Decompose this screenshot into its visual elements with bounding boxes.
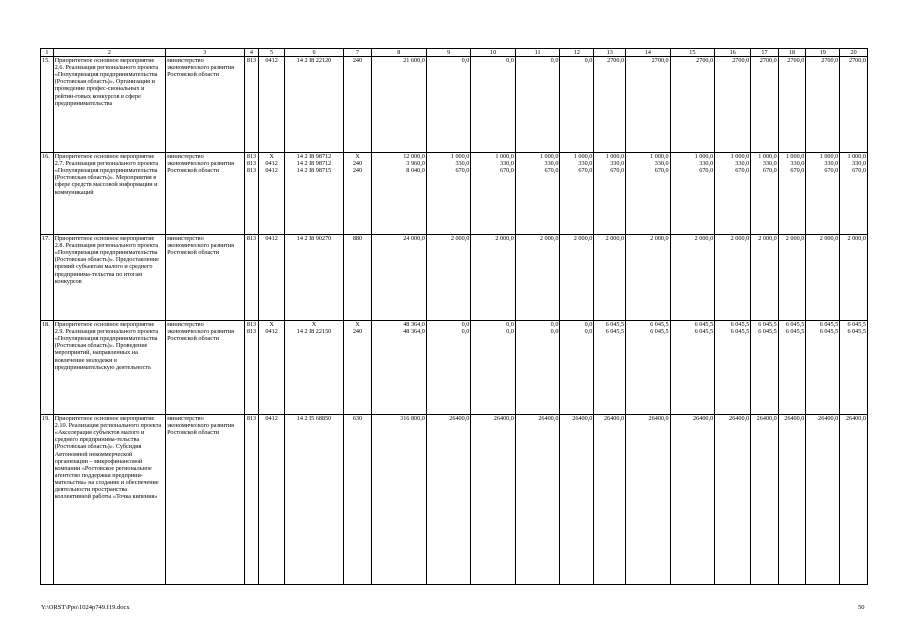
value-cell (515, 153, 560, 235)
value-cell (259, 415, 284, 585)
cell-value: 0,0 (584, 328, 593, 336)
cell-value: 630 (352, 415, 363, 423)
table-row (41, 415, 868, 585)
responsible-executor: министерство экономического развития Ростовской области (166, 321, 244, 415)
table-row (41, 235, 868, 321)
value-cell (670, 321, 715, 415)
column-header: 11 (515, 49, 560, 57)
cell-value: 2 000,0 (539, 235, 559, 243)
cell-value: 6 045,5 (730, 328, 750, 336)
value-cell (515, 57, 560, 153)
measure-description: Приоритетное основное мероприятие 2.10. Реализация регионального проекта «Акселерация субъектов малого и среднего предпринима-тельства (Ростовская область)». Субсидия Автономной некоммерческой организации – микрофинансовой компании «Ростовское региональное агентство поддержки предприни-мательства» на создание и обеспечение деятельности пространства коллективной работы «Точка кипения» (53, 415, 165, 585)
cell-value: X (311, 321, 317, 329)
cell-value: 6 045,5 (847, 328, 866, 336)
cell-value: 0412 (265, 235, 278, 243)
file-path: Y:\ORST\Ppo\1024p749.f19.docx (41, 604, 130, 611)
value-cell (244, 321, 259, 415)
cell-value: 240 (352, 167, 363, 175)
cell-value: 330,0 (544, 160, 559, 168)
cell-value: 8 040,0 (406, 167, 425, 175)
cell-value: 0412 (265, 415, 278, 423)
value-cell (626, 415, 671, 585)
cell-value: 1 000,0 (650, 153, 669, 161)
cell-value: 240 (352, 57, 363, 65)
cell-value: 670,0 (699, 167, 714, 175)
value-cell (715, 415, 751, 585)
cell-value: 0,0 (550, 57, 559, 65)
value-cell (371, 321, 426, 415)
cell-value: 26400,0 (818, 415, 839, 423)
cell-value: 0,0 (461, 57, 470, 65)
value-cell (371, 57, 426, 153)
value-cell (751, 57, 779, 153)
column-header: 5 (259, 49, 284, 57)
cell-value: 24 000,0 (403, 235, 425, 243)
value-cell (259, 321, 284, 415)
value-cell (471, 235, 516, 321)
cell-value: 330,0 (762, 160, 777, 168)
value-cell (515, 321, 560, 415)
cell-value: 1 000,0 (785, 153, 805, 161)
column-header: 17 (751, 49, 779, 57)
cell-value: 813 (246, 167, 257, 175)
value-cell (259, 235, 284, 321)
cell-value: 0,0 (506, 57, 514, 65)
cell-value: X (269, 153, 274, 161)
responsible-executor: министерство экономического развития Ростовской области (166, 235, 244, 321)
value-cell (471, 57, 516, 153)
value-cell (840, 235, 868, 321)
cell-value: 0412 (265, 167, 278, 175)
cell-value: 670,0 (654, 167, 669, 175)
cell-value: 14 2 I5 68850 (296, 415, 332, 423)
value-cell (344, 321, 372, 415)
cell-value: 0,0 (550, 321, 559, 329)
cell-value: 670,0 (824, 167, 839, 175)
value-cell (371, 235, 426, 321)
cell-value: 21 600,0 (403, 57, 425, 65)
cell-value: 0,0 (550, 328, 559, 336)
cell-value: 48 364,0 (403, 321, 425, 329)
value-cell (594, 321, 626, 415)
measure-description: Приоритетное основное мероприятие 2.7. Реализация регионального проекта «Популяризация предпринимательства (Ростовская область)». Мероприятия в сфере средств массовой информации и коммуникаций (53, 153, 165, 235)
cell-value: 813 (246, 160, 257, 168)
value-cell (778, 235, 806, 321)
cell-value: 0,0 (506, 328, 514, 336)
row-number: 18. (41, 321, 54, 415)
cell-value: 2 000,0 (758, 235, 777, 243)
header-row (41, 49, 868, 57)
column-header: 13 (594, 49, 626, 57)
cell-value: 6 045,5 (819, 328, 839, 336)
cell-value: X (355, 321, 360, 329)
value-cell (840, 321, 868, 415)
cell-value: 6 045,5 (785, 328, 805, 336)
cell-value: 14 2 I8 98715 (296, 167, 332, 175)
value-cell (715, 321, 751, 415)
cell-value: 670,0 (499, 167, 514, 175)
cell-value: 14 2 I8 22150 (296, 328, 332, 336)
value-cell (284, 321, 343, 415)
table-row (41, 153, 868, 235)
measure-description: Приоритетное основное мероприятие 2.9. Реализация регионального проекта «Популяризация предпринимательства (Ростовская область)». Проведение мероприятий, направленных на вовлечение молодежи в предпринимательскую деятельность (53, 321, 165, 415)
column-header: 20 (840, 49, 868, 57)
value-cell (626, 235, 671, 321)
cell-value: X (355, 153, 360, 161)
cell-value: 1 000,0 (495, 153, 514, 161)
column-header: 8 (371, 49, 426, 57)
value-cell (471, 153, 516, 235)
value-cell (626, 153, 671, 235)
value-cell (371, 415, 426, 585)
cell-value: 2 000,0 (650, 235, 669, 243)
value-cell (670, 235, 715, 321)
value-cell (751, 153, 779, 235)
column-header: 14 (626, 49, 671, 57)
cell-value: 330,0 (654, 160, 669, 168)
cell-value: 6 045,5 (819, 321, 839, 329)
cell-value: 1 000,0 (539, 153, 559, 161)
cell-value: 880 (352, 235, 363, 243)
cell-value: 670,0 (790, 167, 805, 175)
value-cell (259, 57, 284, 153)
cell-value: 2700,0 (607, 57, 625, 65)
value-cell (751, 415, 779, 585)
value-cell (840, 57, 868, 153)
value-cell (515, 415, 560, 585)
cell-value: 2 000,0 (694, 235, 714, 243)
value-cell (594, 235, 626, 321)
budget-table (40, 48, 868, 585)
cell-value: 26400,0 (493, 415, 514, 423)
value-cell (670, 153, 715, 235)
cell-value: 670,0 (578, 167, 593, 175)
cell-value: 6 045,5 (605, 328, 625, 336)
cell-value: 6 045,5 (605, 321, 625, 329)
cell-value: 813 (246, 153, 257, 161)
cell-value: 6 045,5 (730, 321, 750, 329)
row-number: 15. (41, 57, 54, 153)
value-cell (344, 415, 372, 585)
value-cell (244, 57, 259, 153)
cell-value: 1 000,0 (819, 153, 839, 161)
value-cell (840, 415, 868, 585)
cell-value: 813 (246, 415, 257, 423)
column-header: 16 (715, 49, 751, 57)
value-cell (806, 153, 840, 235)
cell-value: 0,0 (461, 321, 470, 329)
value-cell (284, 57, 343, 153)
value-cell (806, 235, 840, 321)
cell-value: 2700,0 (651, 57, 669, 65)
cell-value: 1 000,0 (450, 153, 470, 161)
cell-value: 26400,0 (729, 415, 750, 423)
cell-value: 3 960,0 (406, 160, 425, 168)
cell-value: 6 045,5 (785, 321, 805, 329)
cell-value: 2 000,0 (730, 235, 750, 243)
cell-value: 1 000,0 (730, 153, 750, 161)
cell-value: 670,0 (735, 167, 750, 175)
column-header: 10 (471, 49, 516, 57)
value-cell (284, 415, 343, 585)
value-cell (670, 57, 715, 153)
column-header: 6 (284, 49, 343, 57)
value-cell (715, 235, 751, 321)
value-cell (715, 57, 751, 153)
cell-value: 330,0 (455, 160, 470, 168)
value-cell (284, 153, 343, 235)
value-cell (560, 235, 594, 321)
cell-value: 2700,0 (759, 57, 777, 65)
cell-value: 12 000,0 (403, 153, 425, 161)
cell-value: 26400,0 (756, 415, 777, 423)
value-cell (471, 415, 516, 585)
cell-value: 813 (246, 328, 257, 336)
cell-value: 6 045,5 (650, 328, 669, 336)
value-cell (778, 321, 806, 415)
cell-value: 330,0 (610, 160, 625, 168)
cell-value: 316 800,0 (400, 415, 425, 423)
cell-value: 2 000,0 (450, 235, 470, 243)
measure-description: Приоритетное основное мероприятие 2.8. Реализация регионального проекта «Популяризация предпринимательства (Ростовская область)». Предоставление премий субъектам малого и среднего предпринима-тельства по итогам конкурсов (53, 235, 165, 321)
value-cell (778, 153, 806, 235)
column-header: 12 (560, 49, 594, 57)
cell-value: 330,0 (499, 160, 514, 168)
cell-value: 6 045,5 (758, 321, 777, 329)
value-cell (426, 321, 471, 415)
column-header: 3 (166, 49, 244, 57)
cell-value: 330,0 (824, 160, 839, 168)
cell-value: 813 (246, 321, 257, 329)
cell-value: 2 000,0 (847, 235, 866, 243)
value-cell (560, 321, 594, 415)
cell-value: 26400,0 (604, 415, 625, 423)
cell-value: 330,0 (852, 160, 866, 168)
cell-value: 1 000,0 (694, 153, 714, 161)
cell-value: 48 364,0 (403, 328, 425, 336)
cell-value: 330,0 (699, 160, 714, 168)
cell-value: 670,0 (610, 167, 625, 175)
responsible-executor: министерство экономического развития Ростовской области (166, 415, 244, 585)
row-number: 17. (41, 235, 54, 321)
cell-value: 240 (352, 160, 363, 168)
cell-value: 2700,0 (787, 57, 805, 65)
value-cell (594, 415, 626, 585)
value-cell (426, 415, 471, 585)
cell-value: 6 045,5 (847, 321, 866, 329)
value-cell (778, 57, 806, 153)
value-cell (560, 57, 594, 153)
cell-value: X (269, 321, 274, 329)
column-header: 19 (806, 49, 840, 57)
value-cell (344, 235, 372, 321)
value-cell (560, 415, 594, 585)
cell-value: 1 000,0 (605, 153, 625, 161)
column-header: 18 (778, 49, 806, 57)
cell-value: 0412 (265, 328, 278, 336)
value-cell (284, 235, 343, 321)
cell-value: 2 000,0 (495, 235, 514, 243)
page-number: 50 (858, 604, 865, 611)
value-cell (259, 153, 284, 235)
value-cell (778, 415, 806, 585)
cell-value: 670,0 (544, 167, 559, 175)
cell-value: 0,0 (506, 321, 514, 329)
value-cell (560, 153, 594, 235)
value-cell (751, 235, 779, 321)
cell-value: 6 045,5 (694, 328, 714, 336)
cell-value: 2 000,0 (819, 235, 839, 243)
value-cell (244, 415, 259, 585)
cell-value: 1 000,0 (758, 153, 777, 161)
cell-value: 0,0 (584, 321, 593, 329)
responsible-executor: министерство экономического развития Ростовской области (166, 153, 244, 235)
value-cell (371, 153, 426, 235)
measure-description: Приоритетное основное мероприятие 2.6. Реализация регионального проекта «Популяризация предпринимательства (Ростовская область)». Организация и проведение профес-сиональных и рейтин-говых конкурсов в сфере предпринимательства (53, 57, 165, 153)
cell-value: 6 045,5 (650, 321, 669, 329)
table-row (41, 321, 868, 415)
column-header: 9 (426, 49, 471, 57)
cell-value: 26400,0 (693, 415, 714, 423)
cell-value: 26400,0 (572, 415, 593, 423)
cell-value: 6 045,5 (758, 328, 777, 336)
cell-value: 0,0 (584, 57, 593, 65)
row-number: 19. (41, 415, 54, 585)
table-row (41, 57, 868, 153)
value-cell (594, 57, 626, 153)
column-header: 1 (41, 49, 54, 57)
cell-value: 813 (246, 235, 257, 243)
value-cell (670, 415, 715, 585)
value-cell (515, 235, 560, 321)
cell-value: 14 2 I8 98712 (296, 153, 332, 161)
cell-value: 2700,0 (732, 57, 750, 65)
value-cell (806, 57, 840, 153)
value-cell (426, 235, 471, 321)
column-header: 7 (344, 49, 372, 57)
cell-value: 14 2 I8 98712 (296, 160, 332, 168)
cell-value: 330,0 (735, 160, 750, 168)
cell-value: 14 2 I8 22120 (296, 57, 332, 65)
value-cell (806, 415, 840, 585)
value-cell (626, 321, 671, 415)
cell-value: 670,0 (762, 167, 777, 175)
cell-value: 26400,0 (538, 415, 559, 423)
cell-value: 330,0 (790, 160, 805, 168)
cell-value: 0412 (265, 57, 278, 65)
cell-value: 26400,0 (845, 415, 866, 423)
column-header: 2 (53, 49, 165, 57)
cell-value: 813 (246, 57, 257, 65)
cell-value: 26400,0 (784, 415, 805, 423)
value-cell (471, 321, 516, 415)
value-cell (344, 153, 372, 235)
value-cell (751, 321, 779, 415)
value-cell (626, 57, 671, 153)
responsible-executor: министерство экономического развития Ростовской области (166, 57, 244, 153)
value-cell (594, 153, 626, 235)
cell-value: 2700,0 (848, 57, 866, 65)
value-cell (344, 57, 372, 153)
value-cell (806, 321, 840, 415)
value-cell (840, 153, 868, 235)
value-cell (244, 235, 259, 321)
cell-value: 26400,0 (648, 415, 669, 423)
cell-value: 2 000,0 (785, 235, 805, 243)
cell-value: 26400,0 (449, 415, 470, 423)
cell-value: 14 2 I8 90270 (296, 235, 332, 243)
value-cell (715, 153, 751, 235)
cell-value: 1 000,0 (847, 153, 866, 161)
cell-value: 2700,0 (821, 57, 839, 65)
cell-value: 0412 (265, 160, 278, 168)
column-header: 15 (670, 49, 715, 57)
cell-value: 0,0 (461, 328, 470, 336)
cell-value: 330,0 (578, 160, 593, 168)
cell-value: 240 (352, 328, 363, 336)
value-cell (426, 153, 471, 235)
cell-value: 2 000,0 (605, 235, 625, 243)
cell-value: 670,0 (852, 167, 866, 175)
cell-value: 670,0 (455, 167, 470, 175)
column-header: 4 (244, 49, 259, 57)
cell-value: 6 045,5 (694, 321, 714, 329)
cell-value: 2700,0 (696, 57, 714, 65)
value-cell (244, 153, 259, 235)
value-cell (426, 57, 471, 153)
cell-value: 2 000,0 (573, 235, 593, 243)
row-number: 16. (41, 153, 54, 235)
cell-value: 1 000,0 (573, 153, 593, 161)
